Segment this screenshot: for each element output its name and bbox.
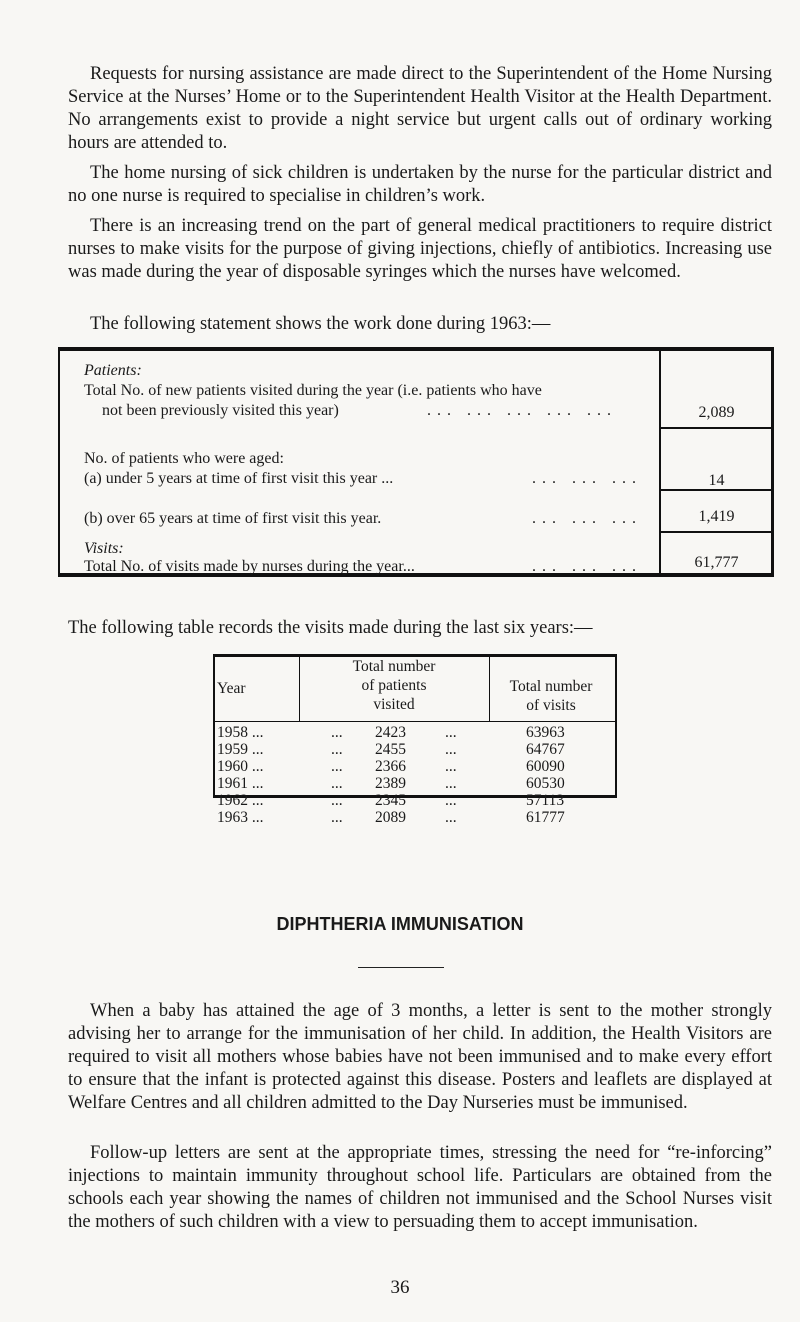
immunisation-paragraph-1: When a baby has attained the age of 3 months, a letter is sent to the mother strongly advising her to arrange for the immunisation of her child. In addition, the Health Visitors are required to visit all mothers whose babies have not been immunised and to make every effort to ensure that the infant is protected against this disease. Posters and leaflets are displayed at Welfare Centres and all children admitted to the Day Nurseries must be immunised. [68, 1001, 772, 1113]
under-5-label: (a) under 5 years at time of first visit this year ... [84, 470, 394, 487]
over-65-value: 1,419 [698, 508, 735, 525]
table-row: 1958 ... ... 2423 ... 63963 [217, 724, 565, 741]
immunisation-paragraph-2: Follow-up letters are sent at the appropriate times, stressing the need for “re-inforcing” injections to maintain immunity throughout school life. Particulars are obtained from the schools each year showing the names of children not immunised and the School Nurses visit the mothers of such children with a view to persuading them to accept immunisation. [68, 1143, 772, 1232]
injections-paragraph: There is an increasing trend on the part of general medical practitioners to require district nurses to make visits for the purpose of giving injections, chiefly of antibiotics. Increasing use was made during the year of disposable syringes which the nurses have welcomed. [68, 216, 772, 282]
new-patients-value: 2,089 [698, 404, 735, 421]
table-intro: The following table records the visits made during the last six years:— [68, 618, 593, 638]
aged-heading: No. of patients who were aged: [84, 450, 284, 467]
visits-dots: ... ... ... [532, 558, 642, 575]
new-patients-dots: ... ... ... ... ... [427, 402, 617, 419]
over-65-label: (b) over 65 years at time of first visit this year. [84, 510, 382, 527]
table-row: 1962 ... ... 2345 ... 57113 [217, 792, 565, 809]
table-row: 1961 ... ... 2389 ... 60530 [217, 775, 565, 792]
visits-cell [659, 531, 774, 575]
new-patients-cell [659, 347, 774, 429]
work-statement-box [58, 347, 774, 577]
statement-values-column [659, 347, 774, 577]
over-65-dots: ... ... ... [532, 510, 642, 527]
visits-value: 61,777 [694, 554, 739, 571]
nursing-requests-paragraph: Requests for nursing assistance are made direct to the Superintendent of the Home Nursing Service at the Nurses’ Home or to the Superintendent Health Visitor at the Health Department. No arrangements exist to provide a night service but urgent calls out of ordinary working hours are attended to. [68, 64, 772, 153]
year-column-header: Year [217, 680, 246, 697]
over-65-cell [659, 489, 774, 533]
visits-heading: Visits: [84, 540, 124, 557]
under-5-dots: ... ... ... [532, 470, 642, 487]
patients-heading: Patients: [84, 362, 142, 379]
page-number: 36 [390, 1277, 410, 1298]
visits-label: Total No. of visits made by nurses during the year... [84, 558, 415, 575]
under-5-value: 14 [708, 472, 725, 489]
table-row: 1959 ... ... 2455 ... 64767 [217, 741, 565, 758]
sick-children-paragraph: The home nursing of sick children is undertaken by the nurse for the particular district and no one nurse is required to specialise in children’s work. [68, 163, 772, 206]
statement-intro: The following statement shows the work done during 1963:— [90, 314, 551, 334]
new-patients-label-line2: not been previously visited this year) [102, 402, 339, 419]
years-visits-table [213, 654, 617, 826]
table-row: 1960 ... ... 2366 ... 60090 [217, 758, 565, 775]
patients-column-header: Total number of patients visited [352, 658, 436, 713]
table-row: 1963 ... ... 2089 ... 61777 [217, 809, 565, 826]
new-patients-label-line1: Total No. of new patients visited during the year (i.e. patients who have [84, 382, 542, 399]
heading-divider [358, 967, 444, 968]
table-header [215, 657, 615, 722]
under-5-cell [659, 427, 774, 491]
visits-column-header: Total number of visits [509, 678, 593, 714]
section-heading: DIPHTHERIA IMMUNISATION [276, 914, 524, 934]
